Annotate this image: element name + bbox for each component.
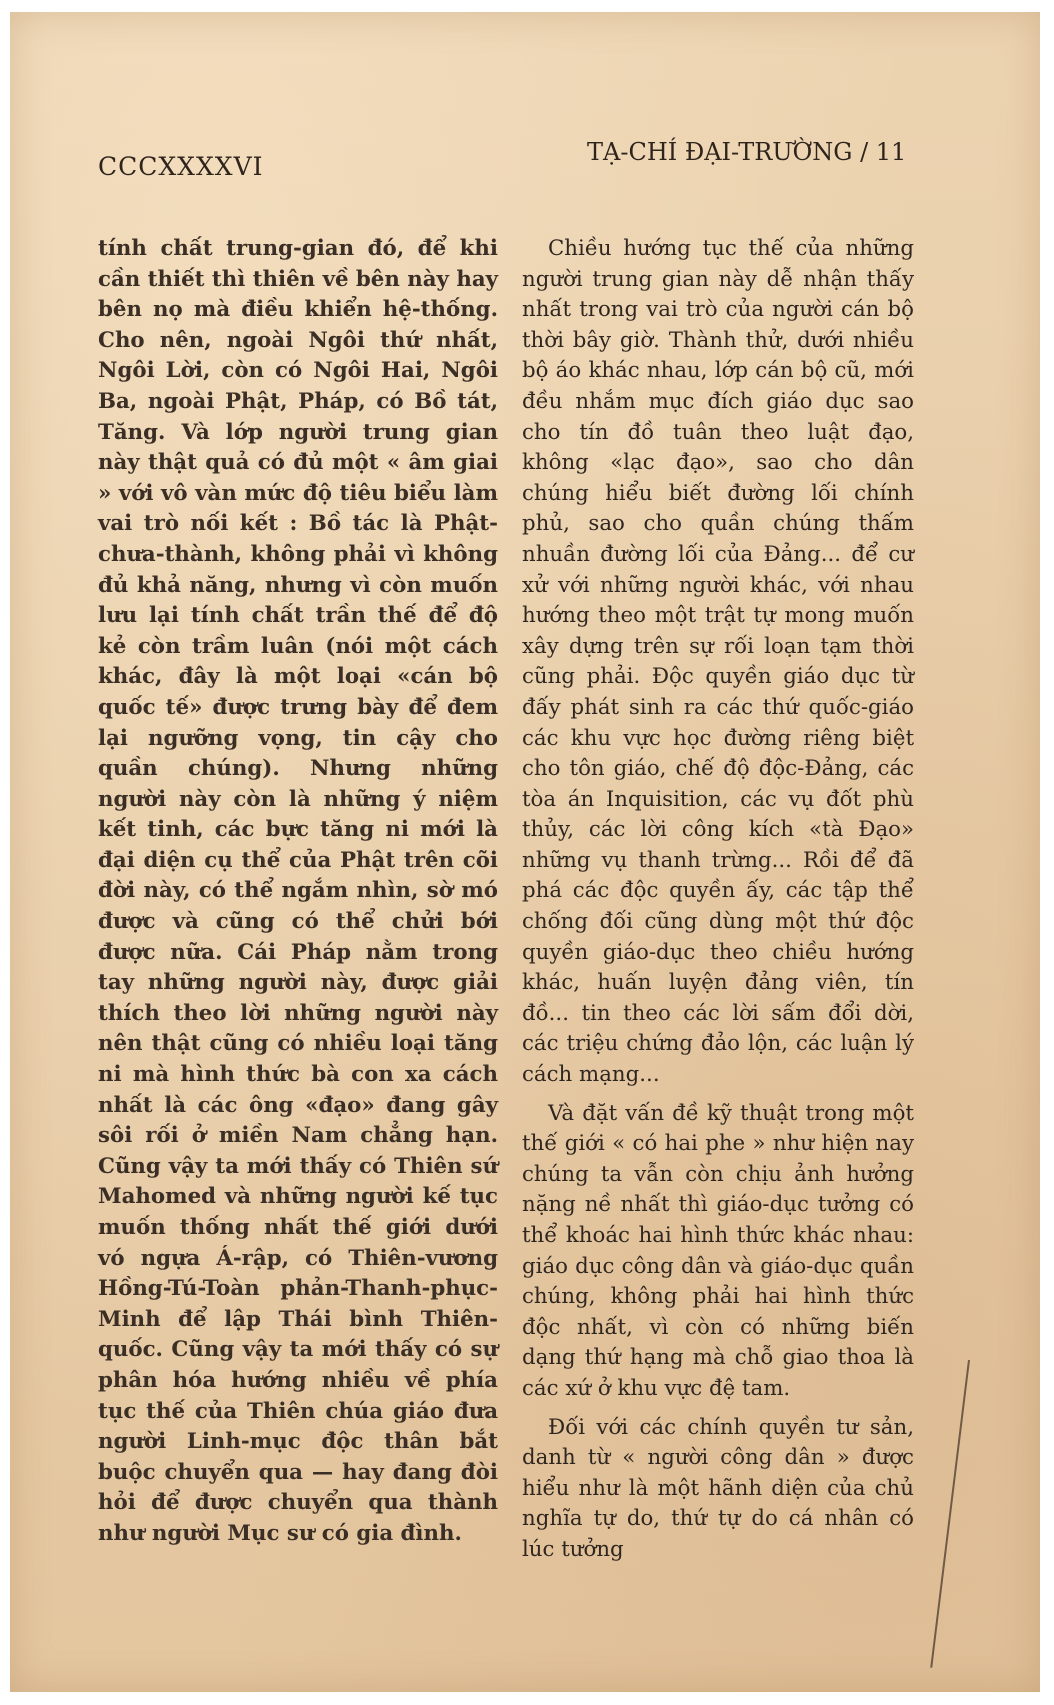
- left-paragraph: tính chất trung-gian đó, để khi cần thiết thì thiên về bên này hay bên nọ mà điều khiển hệ-thống. Cho nên, ngoài Ngôi thứ nhất, Ngôi Lời, còn có Ngôi Hai, Ngôi Ba, ngoài Phật, Pháp, có Bồ tát, Tăng. Và lớp người trung gian này thật quả có đủ một « âm giai » với vô vàn mức độ tiêu biểu làm vai trò nối kết : Bồ tác là Phật-chưa-thành, không phải vì không đủ khả năng, nhưng vì còn muốn lưu lại tính chất trần thế để độ kẻ còn trầm luân (nói một cách khác, đây là một loại «cán bộ quốc tế» được trưng bày để đem lại ngưỡng vọng, tin cậy cho quần chúng). Nhưng những người này còn là những ý niệm kết tinh, các bực tăng ni mới là đại diện cụ thể của Phật trên cõi đời này, có thể ngắm nhìn, sờ mó được và cũng có thể chửi bới được nữa. Cái Pháp nằm trong tay những người này, được giải thích theo lời những người này nên thật cũng có nhiều loại tăng ni mà hình thức bà con xa cách nhất là các ông «đạo» đang gây sôi rối ở miền Nam chẳng hạn. Cũng vậy ta mới thấy có Thiên sứ Mahomed và những người kế tục muốn thống nhất thế giới dưới vó ngựa Á-rập, có Thiên-vương Hồng-Tú-Toàn phản-Thanh-phục-Minh để lập Thái bình Thiên-quốc. Cũng vậy ta mới thấy có sự phân hóa hướng nhiều về phía tục thế của Thiên chúa giáo đưa người Linh-mục độc thân bắt buộc chuyển qua — hay đang đòi hỏi để được chuyển qua thành như người Mục sư có gia đình.: [98, 236, 498, 1546]
- right-paragraph: Và đặt vấn đề kỹ thuật trong một thế giới « có hai phe » như hiện nay chúng ta vẫn còn chịu ảnh hưởng nặng nề nhất thì giáo-dục tưởng có thể khoác hai hình thức khác nhau: giáo dục công dân và giáo-dục quần chúng, không phải hai hình thức độc nhất, vì còn có những biến dạng thứ hạng mà chỗ giao thoa là các xứ ở khu vực đệ tam.: [522, 1100, 914, 1401]
- right-paragraph: Chiều hướng tục thế của những người trung gian này dễ nhận thấy nhất trong vai trò của người cán bộ thời bây giờ. Thành thử, dưới nhiều bộ áo khác nhau, lớp cán bộ cũ, mới đều nhắm mục đích giáo dục sao cho tín đồ tuân theo luật đạo, không «lạc đạo», sao cho dân chúng hiểu biết đường lối chính phủ, sao cho quần chúng thấm nhuần đường lối của Đảng... để cư xử với những người khác, với nhau hướng theo một trật tự mong muốn xây dựng trên sự rối loạn tạm thời cũng phải. Độc quyền giáo dục từ đấy phát sinh ra các thứ quốc-giáo các khu vực học đường riêng biệt cho tôn giáo, chế độ độc-Đảng, các tòa án Inquisition, các vụ đốt phù thủy, các lời công kích «tà Đạo» những vụ thanh trừng... Rồi để đã phá các độc quyền ấy, các tập thể chống đối cũng dùng một thứ độc quyền giáo-dục theo chiều hướng khác, huấn luyện đảng viên, tín đồ... tin theo các lời sấm đổi dời, các triệu chứng đảo lộn, các luận lý cách mạng...: [522, 236, 914, 1088]
- right-column: [522, 234, 914, 1574]
- running-title: TẠ-CHÍ ĐẠI-TRƯỜNG / 11: [587, 138, 907, 166]
- page-number-roman: CCCXXXXVI: [98, 152, 264, 181]
- right-paragraph: Đối với các chính quyền tư sản, danh từ « người công dân » được hiểu như là một hãnh diện của chủ nghĩa tự do, thứ tự do cá nhân có lúc tưởng: [522, 1414, 914, 1562]
- page-header: [10, 138, 1040, 192]
- paper-page: [10, 12, 1040, 1692]
- left-column: [98, 234, 498, 1558]
